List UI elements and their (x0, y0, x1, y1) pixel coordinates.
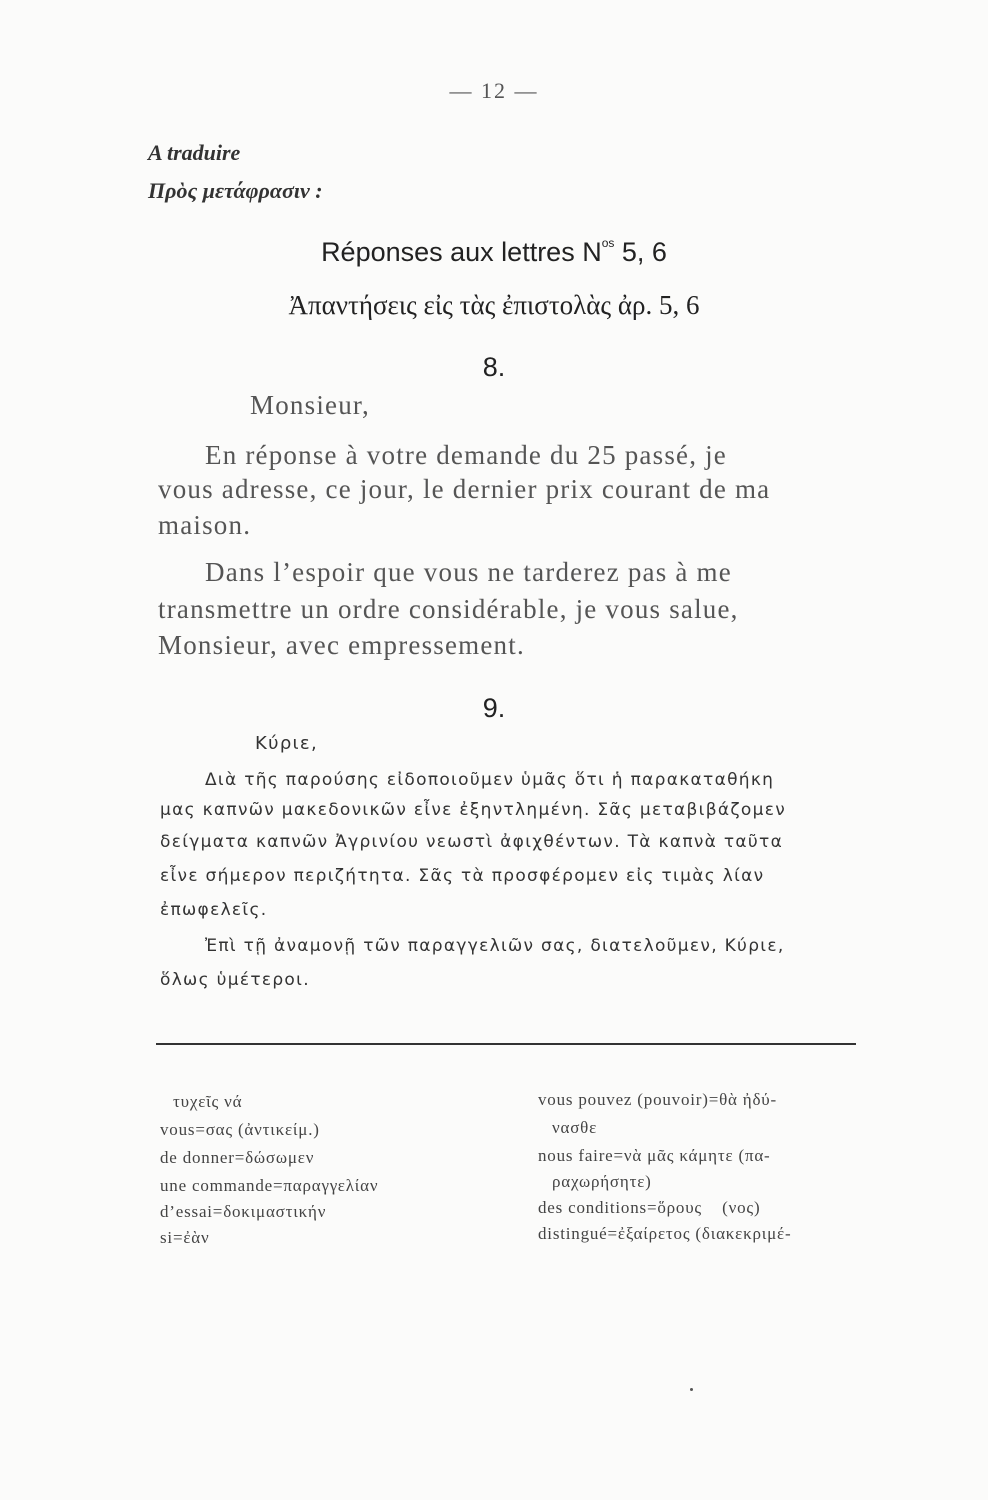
letter8-number: 8. (482, 352, 506, 382)
footnote-right: ραχωρήσητε) (552, 1172, 652, 1191)
title-fr (0, 236, 988, 268)
letter9-line: μας καπνῶν μακεδονικῶν εἶνε ἐξηντλημένη. Σᾶς μεταβιβάζομεν (160, 800, 787, 820)
speck (690, 1388, 693, 1391)
heading-fr: A traduire (148, 140, 241, 165)
letter8-salutation: Monsieur, (250, 390, 370, 420)
title-gr: Ἀπαντήσεις εἰς τὰς ἐπιστολὰς ἀρ. 5, 6 (288, 290, 700, 320)
letter8-line: Dans l’espoir que vous ne tarderez pas à me (205, 557, 732, 587)
letter9-line: Διὰ τῆς παρούσης εἰδοποιοῦμεν ὑμᾶς ὅτι ἡ παρακαταθήκη (205, 770, 775, 790)
footnote-left: si=ἐὰν (160, 1228, 210, 1247)
footnote-left: vous=σας (ἀντικείμ.) (160, 1120, 320, 1139)
footnote-right: des conditions=ὅρους (νος) (538, 1198, 761, 1217)
letter8-line: transmettre un ordre considérable, je vous salue, (158, 594, 739, 624)
letter9-line: ὅλως ὑμέτεροι. (160, 970, 310, 990)
footnote-right: νασθε (552, 1118, 598, 1137)
letter9-line: ἐπωφελεῖς. (160, 900, 268, 920)
footnote-right: nous faire=νὰ μᾶς κάμητε (πα- (538, 1146, 771, 1165)
letter8-line: vous adresse, ce jour, le dernier prix courant de ma (158, 474, 771, 504)
letter9-line: εἶνε σήμερον περιζήτητα. Σᾶς τὰ προσφέρομεν εἰς τιμὰς λίαν (160, 866, 765, 886)
letter9-line: Ἐπὶ τῇ ἀναμονῇ τῶν παραγγελιῶν σας, διατελοῦμεν, Κύριε, (205, 936, 785, 956)
footnote-right: vous pouvez (pouvoir)=θὰ ἠδύ- (538, 1090, 777, 1109)
footnote-divider (156, 1043, 856, 1045)
letter8-line: Monsieur, avec empressement. (158, 630, 525, 660)
footnote-left: de donner=δώσωμεν (160, 1148, 315, 1167)
title-fr-main: Réponses aux lettres N (321, 237, 602, 267)
letter9-line: δείγματα καπνῶν Ἀγρινίου νεωστὶ ἀφιχθέντων. Τὰ καπνὰ ταῦτα (160, 832, 784, 852)
letter8-line: maison. (158, 510, 252, 540)
letter9-salutation: Κύριε, (255, 733, 318, 754)
heading-gr: Πρὸς μετάφρασιν : (148, 178, 323, 203)
footnote-left: d’essai=δοκιμαστικήν (160, 1202, 327, 1221)
title-fr-nums: 5, 6 (614, 237, 667, 267)
footnote-left: τυχεῖς νά (173, 1092, 243, 1111)
letter8-line: En réponse à votre demande du 25 passé, je (205, 440, 727, 470)
page-number: — 12 — (449, 78, 539, 103)
title-fr-sup: os (601, 236, 615, 250)
footnote-left: une commande=παραγγελίαν (160, 1176, 379, 1195)
footnote-right: distingué=ἐξαίρετος (διακεκριμέ- (538, 1224, 792, 1243)
letter9-number: 9. (482, 693, 506, 723)
